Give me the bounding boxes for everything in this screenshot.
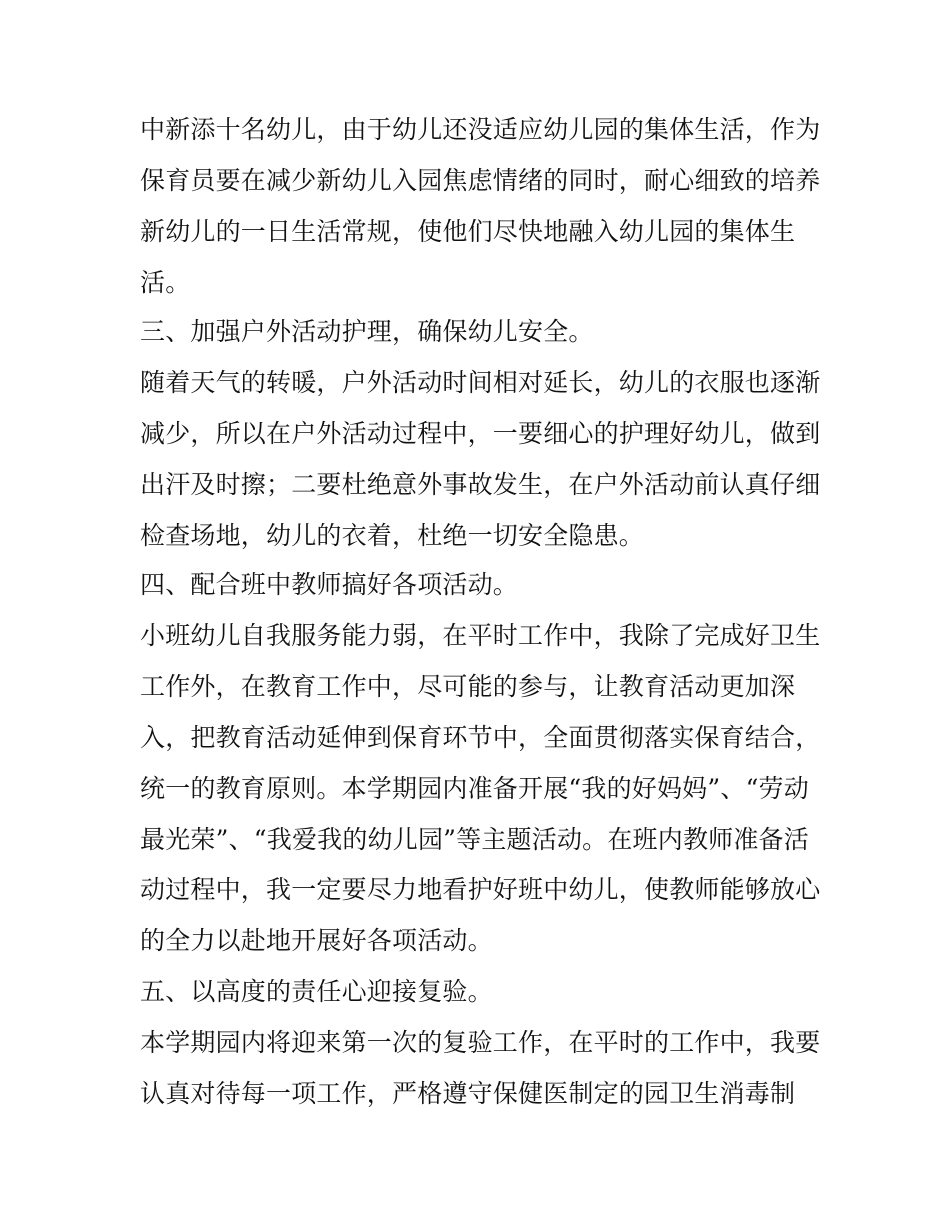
text-line: 保育员要在减少新幼儿入园焦虑情绪的同时，耐心细致的培养 xyxy=(140,166,821,195)
text-line: 最光荣”、“我爱我的幼儿园”等主题活动。在班内教师准备活 xyxy=(140,825,809,854)
text-line: 入，把教育活动延伸到保育环节中，全面贯彻落实保育结合， xyxy=(140,723,821,752)
text-line: 出汗及时擦；二要杜绝意外事故发生，在户外活动前认真仔细 xyxy=(140,470,821,499)
text-line: 新幼儿的一日生活常规，使他们尽快地融入幼儿园的集体生 xyxy=(140,217,796,246)
text-line: 减少，所以在户外活动过程中，一要细心的护理好幼儿，做到 xyxy=(140,419,821,448)
text-line: 本学期园内将迎来第一次的复验工作，在平时的工作中，我要 xyxy=(140,1028,821,1057)
section-heading: 三、加强户外活动护理，确保幼儿安全。 xyxy=(140,317,594,346)
text-line: 工作外，在教育工作中，尽可能的参与，让教育活动更加深 xyxy=(140,672,796,701)
text-line: 小班幼儿自我服务能力弱，在平时工作中，我除了完成好卫生 xyxy=(140,621,821,650)
text-line: 活。 xyxy=(140,268,191,297)
text-line: 认真对待每一项工作，严格遵守保健医制定的园卫生消毒制 xyxy=(140,1079,796,1108)
text-line: 中新添十名幼儿，由于幼儿还没适应幼儿园的集体生活，作为 xyxy=(140,115,821,144)
text-line: 检查场地，幼儿的衣着，杜绝一切安全隐患。 xyxy=(140,521,645,550)
text-line: 统一的教育原则。本学期园内准备开展“我的好妈妈”、“劳动 xyxy=(140,774,809,803)
text-line: 动过程中，我一定要尽力地看护好班中幼儿，使教师能够放心 xyxy=(140,875,821,904)
text-line: 随着天气的转暖，户外活动时间相对延长，幼儿的衣服也逐渐 xyxy=(140,368,821,397)
section-heading: 四、配合班中教师搞好各项活动。 xyxy=(140,570,519,599)
section-heading: 五、以高度的责任心迎接复验。 xyxy=(140,977,493,1006)
text-line: 的全力以赴地开展好各项活动。 xyxy=(140,926,493,955)
